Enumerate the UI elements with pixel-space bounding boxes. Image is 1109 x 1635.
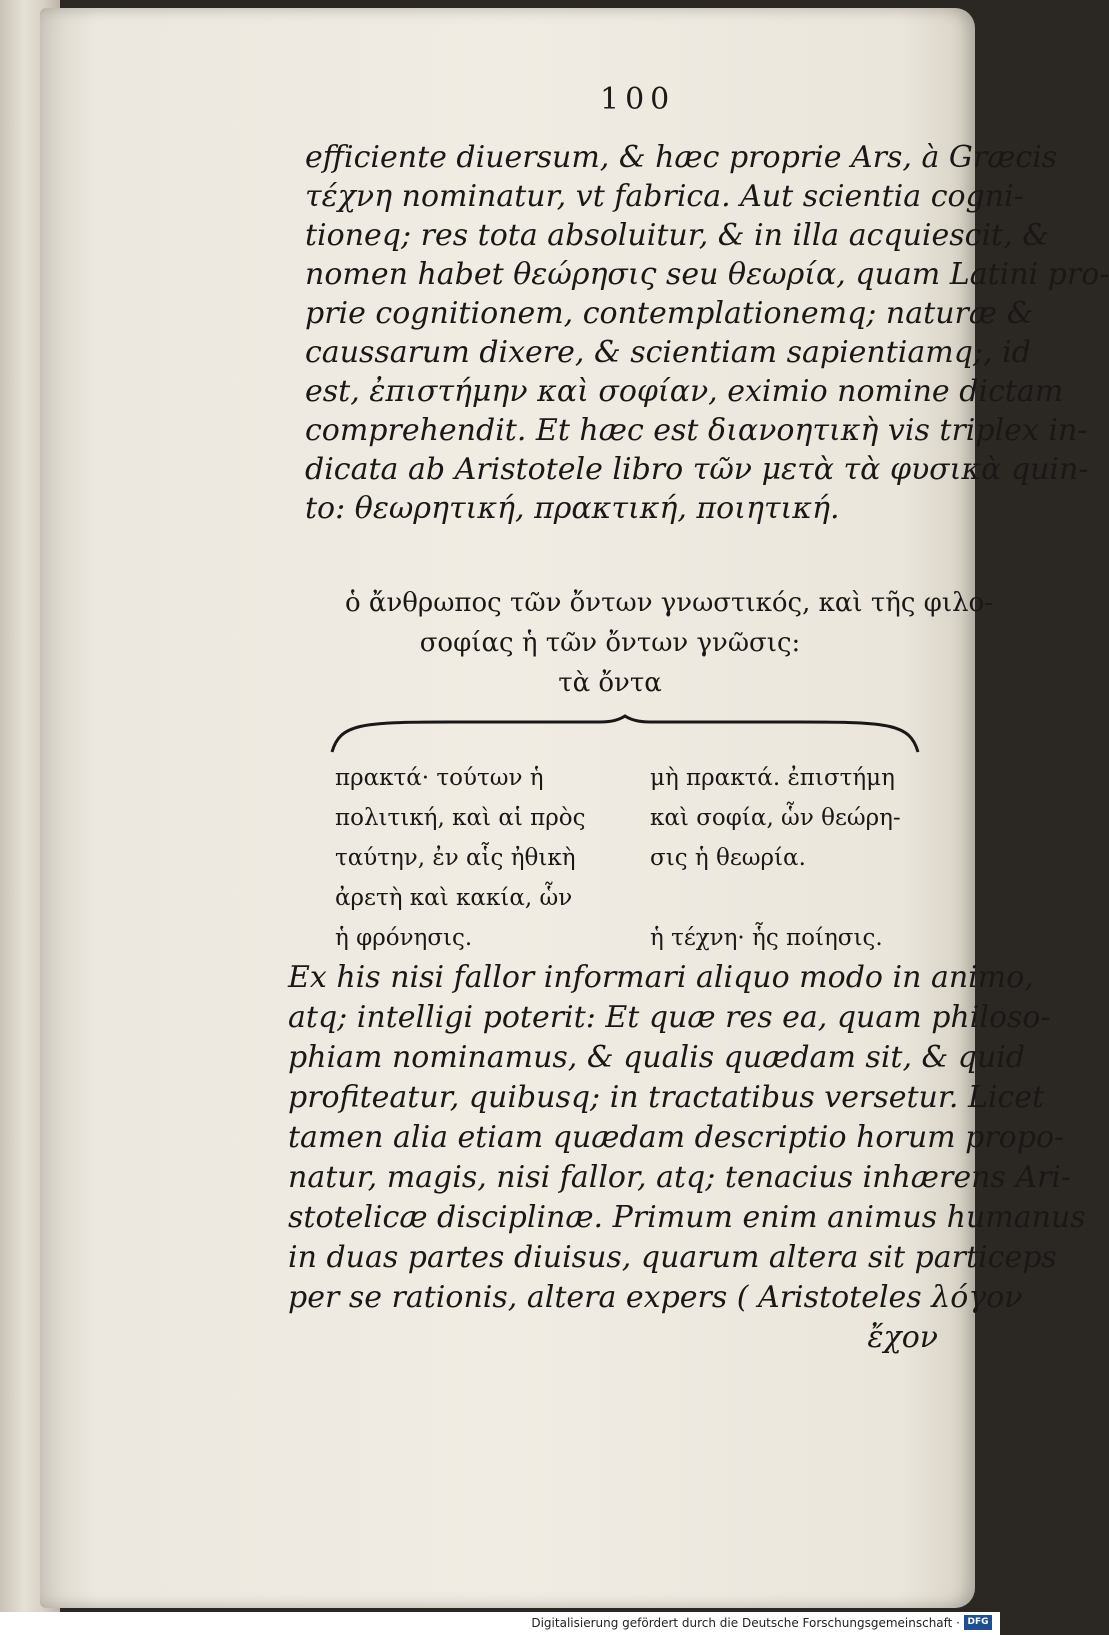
column-line: ἀρετὴ καὶ κακία, ὧν xyxy=(335,885,573,911)
text-line: est, ἐπιστήμην καὶ σοφίαν, eximio nomine dictam xyxy=(305,374,1064,409)
column-line: ταύτην, ἐν αἷς ἠθικὴ xyxy=(335,845,576,871)
text-line: stotelicæ disciplinæ. Primum enim animus humanus xyxy=(288,1200,1086,1235)
text-line: tioneq; res tota absoluitur, & in illa acquiescit, & xyxy=(305,218,1049,253)
greek-heading xyxy=(345,583,993,703)
column-line: πρακτά· τούτων ἡ xyxy=(335,765,544,791)
column-line: καὶ σοφία, ὧν θεώρη- xyxy=(650,805,901,831)
text-line: tamen alia etiam quædam descriptio horum propo- xyxy=(288,1120,1065,1155)
text-line: dicata ab Aristotele libro τῶν μετὰ τὰ φυσικὰ quin- xyxy=(305,452,1089,487)
text-line: natur, magis, nisi fallor, atq; tenacius inhærens Ari- xyxy=(288,1160,1072,1195)
page-number: 100 xyxy=(600,82,676,117)
bottom-paragraph xyxy=(288,958,1086,1358)
text-line: nomen habet θεώρησις seu θεωρία, quam Latini pro- xyxy=(305,257,1109,292)
greek-line: ὁ ἄνθρωπος τῶν ὄντων γνωστικός, καὶ τῆς φιλο- xyxy=(345,588,993,618)
right-column xyxy=(650,758,940,958)
column-line: πολιτική, καὶ αἱ πρὸς xyxy=(335,805,586,831)
left-column xyxy=(335,758,625,958)
text-line: profiteatur, quibusq; in tractatibus versetur. Licet xyxy=(288,1080,1045,1115)
text-line: to: θεωρητική, πρακτική, ποιητική. xyxy=(305,491,840,526)
funding-notice: Digitalisierung gefördert durch die Deutsche Forschungsgemeinschaft · xyxy=(531,1616,960,1630)
column-line: σις ἡ θεωρία. xyxy=(650,845,806,871)
text-line: phiam nominamus, & qualis quædam sit, & quid xyxy=(288,1040,1026,1075)
digitization-footer xyxy=(0,1612,1000,1635)
text-line: efficiente diuersum, & hæc proprie Ars, à Græcis xyxy=(305,140,1058,175)
text-line: atq; intelligi poterit: Et quæ res ea, quam philoso- xyxy=(288,1000,1051,1035)
text-line: comprehendit. Et hæc est διανοητικὴ vis triplex in- xyxy=(305,413,1088,448)
division-brace xyxy=(330,716,920,756)
text-line: caussarum dixere, & scientiam sapientiamq;, id xyxy=(305,335,1031,370)
text-line: in duas partes diuisus, quarum altera sit particeps xyxy=(288,1240,1057,1275)
text-line: prie cognitionem, contemplationemq; naturæ & xyxy=(305,296,1034,331)
text-line: Ex his nisi fallor informari aliquo modo in animo, xyxy=(288,960,1034,995)
column-line: ἡ τέχνη· ἧς ποίησις. xyxy=(650,925,883,951)
text-line: τέχνη nominatur, vt fabrica. Aut scientia cogni- xyxy=(305,179,1024,214)
dfg-logo-icon[interactable]: DFG xyxy=(964,1615,992,1630)
column-line: ἡ φρόνησις. xyxy=(335,925,473,951)
top-paragraph xyxy=(305,138,1109,528)
column-line xyxy=(650,878,940,918)
text-line: per se rationis, altera expers ( Aristoteles λόγον xyxy=(288,1280,1023,1315)
column-line: μὴ πρακτά. ἐπιστήμη xyxy=(650,765,895,791)
greek-line: σοφίας ἡ τῶν ὄντων γνῶσις: xyxy=(419,628,801,658)
text-line: ἔχον xyxy=(867,1320,938,1355)
greek-line: τὰ ὄντα xyxy=(558,668,662,698)
